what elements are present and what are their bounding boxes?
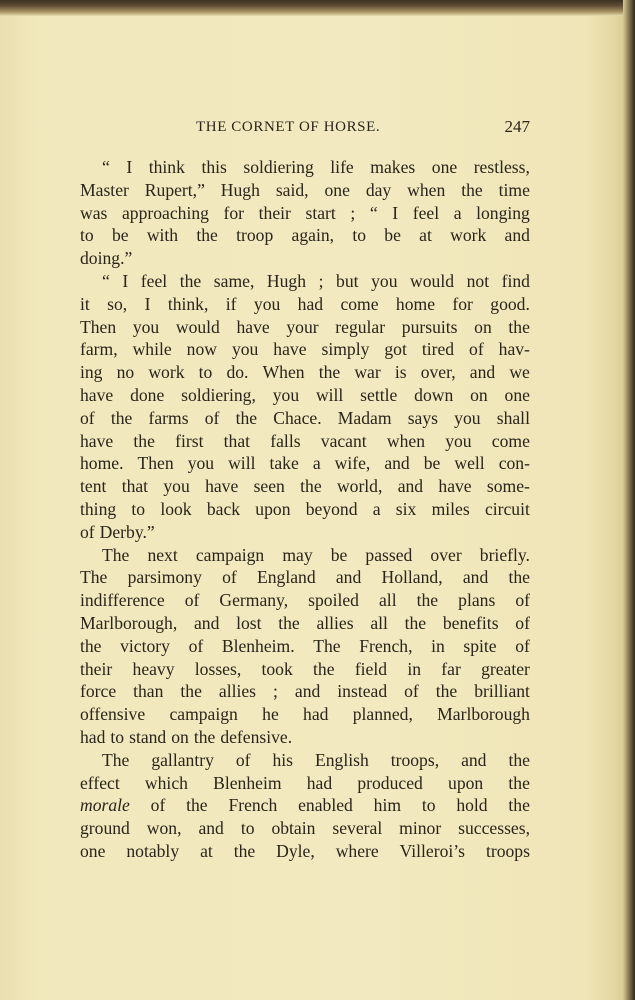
text-line: the victory of Blenheim. The French, in spite of <box>80 635 530 656</box>
text-line: offensive campaign he had planned, Marlborough <box>80 704 530 725</box>
text-line: doing.” <box>80 248 133 269</box>
text-line: Master Rupert,” Hugh said, one day when the time <box>80 179 530 200</box>
text-line: it so, I think, if you had come home for good. <box>80 293 530 314</box>
running-head <box>80 116 530 140</box>
text-line: had to stand on the defensive. <box>80 726 293 747</box>
text-line: ground won, and to obtain several minor successes, <box>80 818 530 839</box>
body-text <box>80 156 530 863</box>
text-line: their heavy losses, took the field in far greater <box>80 658 530 679</box>
text-line: morale of the French enabled him to hold the <box>80 795 530 816</box>
text-line: tent that you have seen the world, and have some- <box>80 476 530 497</box>
text-line: ing no work to do. When the war is over, and we <box>80 362 530 383</box>
page-spine-edge <box>623 0 635 1000</box>
text-line: of the farms of the Chace. Madam says you shall <box>80 407 530 428</box>
running-head-title: THE CORNET OF HORSE. <box>196 119 381 135</box>
text-line: thing to look back upon beyond a six miles circuit <box>80 498 530 519</box>
text-line: “ I think this soldiering life makes one restless, <box>102 157 530 177</box>
text-line: force than the allies ; and instead of the brilliant <box>80 681 530 702</box>
text-line: indifference of Germany, spoiled all the plans of <box>80 590 530 611</box>
text-line: The next campaign may be passed over briefly. <box>102 544 530 565</box>
text-line: The gallantry of his English troops, and the <box>102 749 530 770</box>
text-line: to be with the troop again, to be at work and <box>80 225 530 246</box>
text-line: have done soldiering, you will settle down on one <box>80 384 530 405</box>
text-line: have the first that falls vacant when you come <box>80 430 530 451</box>
text-line: of Derby.” <box>80 521 155 542</box>
text-line: one notably at the Dyle, where Villeroi’s troops <box>80 840 530 861</box>
page-number: 247 <box>504 117 530 136</box>
text-line: Marlborough, and lost the allies all the benefits of <box>80 612 530 633</box>
text-line: was approaching for their start ; “ I feel a longing <box>80 202 530 223</box>
text-line: farm, while now you have simply got tired of hav- <box>80 339 530 360</box>
page-top-edge <box>0 0 635 16</box>
text-line: “ I feel the same, Hugh ; but you would not find <box>102 270 530 291</box>
text-line: Then you would have your regular pursuits on the <box>80 316 530 337</box>
text-line: The parsimony of England and Holland, and the <box>80 567 530 588</box>
text-line: home. Then you will take a wife, and be well con- <box>80 453 530 474</box>
text-line: effect which Blenheim had produced upon the <box>80 772 530 793</box>
